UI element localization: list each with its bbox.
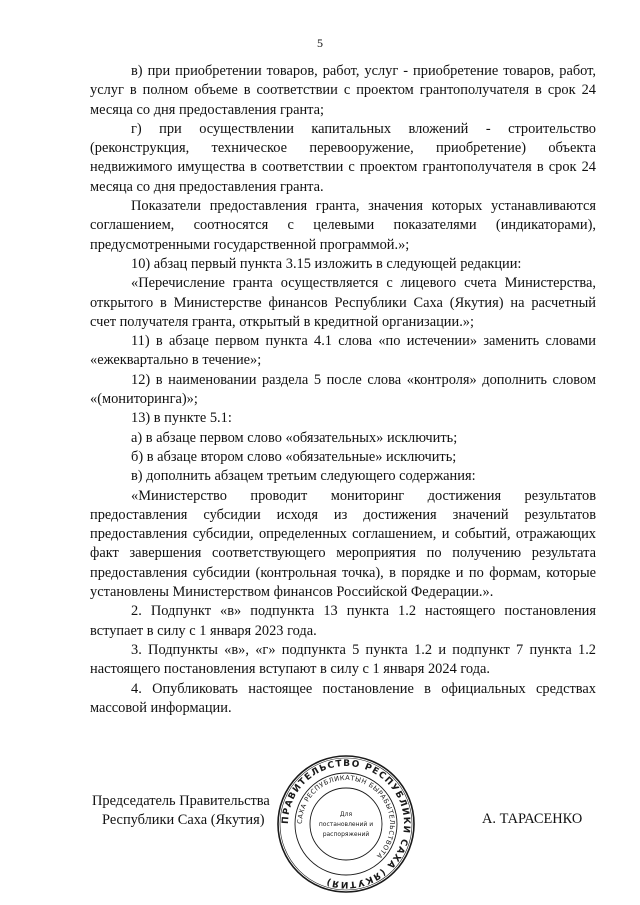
paragraph: б) в абзаце втором слово «обязательные» исключить; xyxy=(131,448,457,465)
signatory-title-line2: Республики Саха (Якутия) xyxy=(102,812,265,828)
seal-center-line3: распоряжений xyxy=(322,831,370,838)
document-body xyxy=(90,62,596,718)
paragraph: «Перечисление гранта осуществляется с лицевого счета Министерства, открытого в Министерстве финансов Республики Саха (Якутия) на расчетный счет получателя гранта, открытый в кредитной организации.»; xyxy=(90,275,596,330)
signatory-title-line1: Председатель Правительства xyxy=(92,793,270,809)
official-seal xyxy=(274,752,418,896)
paragraph: а) в абзаце первом слово «обязательных» исключить; xyxy=(131,429,458,446)
paragraph: 2. Подпункт «в» подпункта 13 пункта 1.2 настоящего постановления вступает в силу с 1 января 2023 года. xyxy=(90,603,596,639)
signatory-title xyxy=(92,792,292,830)
paragraph: в) при приобретении товаров, работ, услуг - приобретение товаров, работ, услуг в полном объеме в соответствии с проектом грантополучателя в срок 24 месяца со дня предоставления гранта; xyxy=(90,63,596,118)
paragraph: «Министерство проводит мониторинг достижения результатов предоставления субсидии исходя из достижения значений результатов предоставления субсидии, определенных соглашением, и событий, отражающих факт завершения соответствующего мероприятия по получению результата предоставления субсидии (контрольная точка), в порядке и по формам, которые установлены Министерством финансов Российской Федерации.». xyxy=(90,487,596,601)
paragraph: 13) в пункте 5.1: xyxy=(131,410,232,427)
signatory-name: А. ТАРАСЕНКО xyxy=(482,811,583,827)
signature-block xyxy=(0,758,640,892)
paragraph: 12) в наименовании раздела 5 после слова «контроля» дополнить словом «(мониторинга)»; xyxy=(90,371,596,408)
seal-outer-text: ПРАВИТЕЛЬСТВО РЕСПУБЛИКИ САХА (ЯКУТИЯ) xyxy=(280,758,412,890)
seal-inner-text: САХА РЕСПУБЛИКАТЫН БЫРАБЫТЕЛЬСТВОТА xyxy=(295,773,397,861)
paragraph: Показатели предоставления гранта, значения которых устанавливаются соглашением, соотносятся с целевыми показателями (индикаторами), предусмотренными государственной программой.»; xyxy=(90,198,596,253)
paragraph: г) при осуществлении капитальных вложений - строительство (реконструкция, техническое перевооружение, приобретение) объекта недвижимого имущества в соответствии с проектом грантополучателя в срок 24 месяца со дня предоставления гранта. xyxy=(90,120,596,195)
paragraph: 11) в абзаце первом пункта 4.1 слова «по истечении» заменить словами «ежеквартально в течение»; xyxy=(90,333,596,369)
paragraph: 10) абзац первый пункта 3.15 изложить в следующей редакции: xyxy=(131,255,522,272)
seal-center-line1: Для xyxy=(339,811,353,818)
seal-icon xyxy=(274,752,418,896)
paragraph: 4. Опубликовать настоящее постановление в официальных средствах массовой информации. xyxy=(90,680,596,716)
page-number: 5 xyxy=(317,36,323,50)
paragraph: 3. Подпункты «в», «г» подпункта 5 пункта 1.2 и подпункт 7 пункта 1.2 настоящего постановления вступают в силу с 1 января 2024 года. xyxy=(90,641,596,678)
paragraph: в) дополнить абзацем третьим следующего содержания: xyxy=(131,468,476,485)
seal-center-line2: постановлений и xyxy=(318,821,374,828)
